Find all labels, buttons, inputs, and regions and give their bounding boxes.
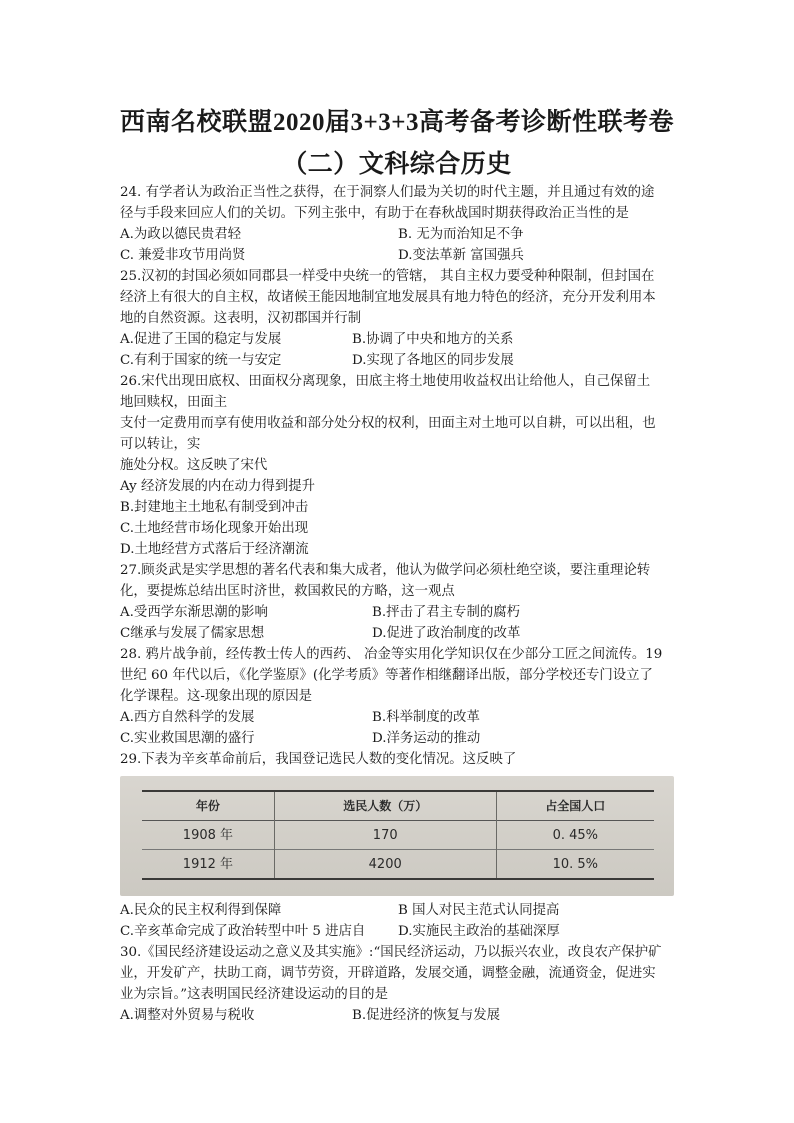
option-c: C.有利于国家的统一与安定 <box>120 353 282 368</box>
option-c: C.实业救国思潮的盛行 <box>120 731 255 746</box>
option-d: D.促进了政治制度的改革 <box>372 626 521 641</box>
option-c: C继承与发展了儒家思想 <box>120 626 265 641</box>
table-header-cell: 年份 <box>195 798 220 813</box>
question-stem: 30.《国民经济建设运动之意义及其实施》:“国民经济运动，乃以振兴农业，改良农产保护矿 <box>120 945 662 960</box>
question-28 <box>120 644 680 749</box>
question-25 <box>120 266 680 371</box>
option-c: C.土地经营市场化现象开始出现 <box>120 521 309 536</box>
table-cell: 1912 年 <box>182 856 234 872</box>
question-24 <box>120 182 680 266</box>
option-b: B.协调了中央和地方的关系 <box>352 332 514 347</box>
table-header-cell: 占全国人口 <box>496 791 654 821</box>
question-stem: 支付一定费用而享有使用收益和部分处分权的权利，田面主对土地可以自耕，可以出租，也 <box>120 416 656 431</box>
question-stem: 经济上有很大的自主权，故诸候王能因地制宜地发展具有地力特色的经济，充分开发利用本 <box>120 290 656 305</box>
table-row <box>142 821 654 850</box>
table-row <box>142 850 654 880</box>
option-a: A.西方自然科学的发展 <box>120 710 255 725</box>
table-cell: 4200 <box>274 850 496 880</box>
question-stem: 施处分权。这反映了宋代 <box>120 458 268 473</box>
option-a: A.调整对外贸易与税收 <box>120 1008 255 1023</box>
option-d: D.实现了各地区的同步发展 <box>352 353 514 368</box>
exam-body <box>120 182 680 1026</box>
exam-title-line2: （二）文科综合历史 <box>282 151 512 178</box>
question-stem: 28. 鸦片战争前，经传教士传人的西药、 冶金等实用化学知识仅在少部分工匠之间流传。19 <box>120 647 663 662</box>
table-header-cell: 选民人数（万） <box>274 791 496 821</box>
question-stem: 化，要提炼总结出匡时济世，救国救民的方略，这一观点 <box>120 584 455 599</box>
question-stem: 29.下表为辛亥革命前后，我国登记选民人数的变化情况。这反映了 <box>120 752 517 767</box>
question-stem: 径与手段来回应人们的关切。下列主张中，有助于在春秋战国时期获得政治正当性的是 <box>120 206 629 221</box>
question-stem: 世纪 60 年代以后，《化学鉴原》(化学考质》等著作相继翻译出版，部分学校还专门设立了 <box>120 668 653 683</box>
table-cell: 0. 45% <box>496 821 654 850</box>
option-b: B. 无为而治知足不争 <box>398 227 524 242</box>
option-d: D.实施民主政治的基础深厚 <box>398 924 560 939</box>
option-a: Ay 经济发展的内在动力得到提升 <box>120 479 316 494</box>
question-30 <box>120 942 680 1026</box>
option-a: A.为政以德民贵君轻 <box>120 227 242 242</box>
option-a: A.民众的民主权利得到保障 <box>120 903 282 918</box>
table-cell: 1908 年 <box>182 827 234 843</box>
question-stem: 化学课程。这-现象出现的原因是 <box>120 689 312 704</box>
question-stem: 25.汉初的封国必须如同郡县一样受中央统一的管辖， 其自主权力要受种种限制，但封国在 <box>120 269 655 284</box>
table-cell: 10. 5% <box>496 850 654 880</box>
option-b: B.科举制度的改革 <box>372 710 480 725</box>
exam-title-line1: 西南名校联盟2020届3+3+3高考备考诊断性联考卷 <box>120 109 674 136</box>
option-c: C. 兼爱非攻节用尚贤 <box>120 248 246 263</box>
question-27 <box>120 560 680 644</box>
option-b: B.抨击了君主专制的腐朽 <box>372 605 521 620</box>
option-d: D.变法革新 富国强兵 <box>398 248 524 263</box>
question-stem: 24. 有学者认为政治正当性之获得，在于洞察人们最为关切的时代主题，并且通过有效的途 <box>120 185 655 200</box>
question-stem: 可以转让，实 <box>120 437 201 452</box>
option-b: B 国人对民主范式认同提高 <box>398 903 560 918</box>
question-stem: 27.顾炎武是实学思想的著名代表和集大成者，他认为做学问必须杜绝空谈，要注重理论转 <box>120 563 651 578</box>
table-cell: 170 <box>274 821 496 850</box>
question-stem: 地回赎权，田面主 <box>120 395 228 410</box>
option-d: D.洋务运动的推动 <box>372 731 481 746</box>
voter-table <box>142 790 654 880</box>
option-c: C.辛亥革命完成了政治转型中叶 5 进店自 <box>120 924 366 939</box>
question-stem: 26.宋代出现田底权、田面权分离现象，田底主将土地使用收益权出让给他人，自己保留土 <box>120 374 651 389</box>
question-26 <box>120 371 680 560</box>
option-a: A.促进了王国的稳定与发展 <box>120 332 282 347</box>
voter-table-photo <box>120 776 674 896</box>
option-b: B.促进经济的恢复与发展 <box>352 1008 501 1023</box>
question-stem: 业，开发矿产，扶助工商，调节劳资，开辟道路，发展交通，调整金融，流通资金，促进实 <box>120 966 656 981</box>
option-a: A.受西学东渐思潮的影响 <box>120 605 268 620</box>
option-d: D.土地经营方式落后于经济潮流 <box>120 542 309 557</box>
table-header-row <box>142 791 654 821</box>
question-29 <box>120 749 680 942</box>
question-stem: 业为宗旨。”这表明国民经济建设运动的目的是 <box>120 987 388 1002</box>
option-b: B.封建地主土地私有制受到冲击 <box>120 500 309 515</box>
question-stem: 地的自然资源。这表明，汉初郡国并行制 <box>120 311 362 326</box>
